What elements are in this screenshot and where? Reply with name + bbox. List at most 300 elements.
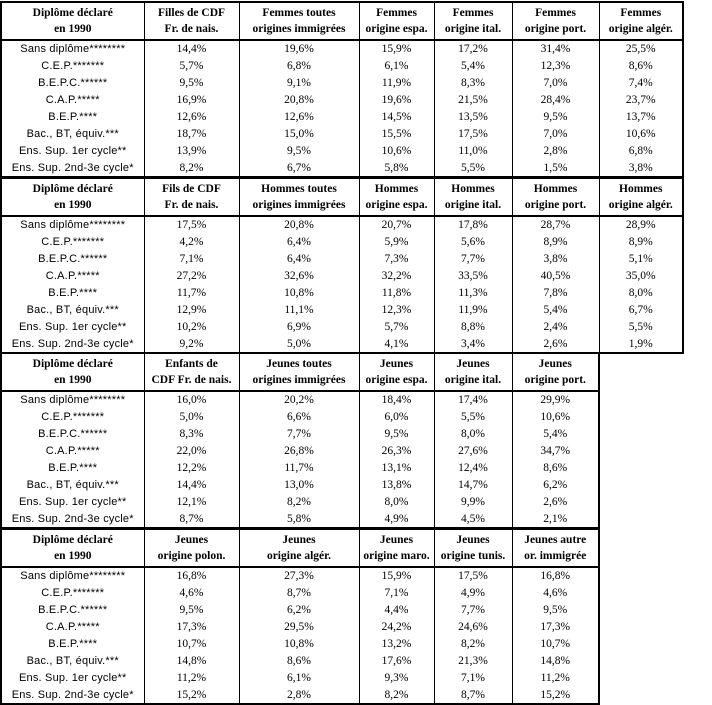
value-cell: 15,2%	[512, 687, 599, 704]
header-row	[1, 2, 683, 40]
row-label: C.A.P.*****	[1, 442, 144, 459]
value-cell: 8,0%	[359, 494, 434, 511]
value-cell: 17,2%	[434, 40, 512, 57]
table-row	[1, 494, 599, 511]
value-cell: 6,6%	[239, 408, 359, 425]
header-row	[1, 529, 599, 567]
value-cell: 12,3%	[359, 301, 434, 318]
header-line: Diplôme déclaré	[32, 534, 113, 546]
column-header	[434, 353, 512, 391]
table-row	[1, 301, 683, 318]
header-line: origine port.	[524, 199, 587, 211]
value-cell: 7,0%	[512, 125, 599, 142]
value-cell: 9,9%	[434, 494, 512, 511]
value-cell: 16,8%	[512, 567, 599, 584]
header-row	[1, 178, 683, 216]
value-cell: 5,4%	[512, 301, 599, 318]
column-header-diplome	[1, 353, 144, 391]
value-cell: 8,2%	[144, 160, 239, 177]
table-row	[1, 160, 683, 177]
table-row	[1, 143, 683, 160]
value-cell: 20,8%	[239, 216, 359, 233]
header-line: origine port.	[524, 23, 587, 35]
header-line: en 1990	[54, 550, 92, 562]
value-cell: 11,2%	[512, 670, 599, 687]
value-cell: 6,7%	[599, 301, 683, 318]
value-cell: 10,6%	[359, 143, 434, 160]
value-cell: 8,8%	[434, 319, 512, 336]
header-line: origines immigrées	[252, 199, 346, 211]
column-header-diplome	[1, 529, 144, 567]
value-cell: 8,6%	[599, 57, 683, 74]
row-label: Ens. Sup. 2nd-3e cycle*	[1, 687, 144, 704]
row-label: Ens. Sup. 2nd-3e cycle*	[1, 511, 144, 528]
value-cell: 7,3%	[359, 250, 434, 267]
value-cell: 11,1%	[239, 301, 359, 318]
value-cell: 4,6%	[144, 584, 239, 601]
value-cell: 7,1%	[434, 670, 512, 687]
value-cell: 5,7%	[144, 57, 239, 74]
table-row	[1, 74, 683, 91]
header-line: origine espa.	[365, 23, 428, 35]
value-cell: 25,5%	[599, 40, 683, 57]
value-cell: 17,3%	[144, 618, 239, 635]
row-label: Ens. Sup. 1er cycle**	[1, 494, 144, 511]
column-header	[359, 529, 434, 567]
value-cell: 28,7%	[512, 216, 599, 233]
value-cell: 8,7%	[434, 687, 512, 704]
header-line: en 1990	[54, 199, 92, 211]
value-cell: 26,8%	[239, 442, 359, 459]
value-cell: 4,9%	[434, 584, 512, 601]
table-row	[1, 319, 683, 336]
row-label: Ens. Sup. 1er cycle**	[1, 670, 144, 687]
value-cell: 35,0%	[599, 267, 683, 284]
value-cell: 5,8%	[359, 160, 434, 177]
value-cell: 11,8%	[359, 284, 434, 301]
value-cell: 3,4%	[434, 336, 512, 353]
value-cell: 19,6%	[359, 91, 434, 108]
header-line: Hommes	[533, 183, 578, 195]
value-cell: 17,5%	[434, 125, 512, 142]
value-cell: 9,5%	[512, 601, 599, 618]
value-cell: 10,7%	[512, 635, 599, 652]
value-cell: 1,9%	[599, 336, 683, 353]
value-cell: 5,0%	[239, 336, 359, 353]
table-row	[1, 567, 599, 584]
value-cell: 18,7%	[144, 125, 239, 142]
value-cell: 7,7%	[434, 601, 512, 618]
table-row	[1, 670, 599, 687]
value-cell: 17,5%	[434, 567, 512, 584]
row-label: B.E.P.****	[1, 459, 144, 476]
value-cell: 40,5%	[512, 267, 599, 284]
value-cell: 8,0%	[434, 425, 512, 442]
table-row	[1, 584, 599, 601]
table-row	[1, 459, 599, 476]
value-cell: 16,8%	[144, 567, 239, 584]
header-line: en 1990	[54, 23, 92, 35]
value-cell: 31,4%	[512, 40, 599, 57]
value-cell: 2,6%	[512, 336, 599, 353]
value-cell: 13,7%	[599, 108, 683, 125]
value-cell: 15,9%	[359, 40, 434, 57]
value-cell: 17,4%	[434, 391, 512, 408]
value-cell: 5,7%	[359, 319, 434, 336]
header-line: Diplôme déclaré	[32, 7, 113, 19]
row-label: B.E.P.C.******	[1, 250, 144, 267]
row-label: B.E.P.C.******	[1, 601, 144, 618]
value-cell: 5,4%	[512, 425, 599, 442]
header-line: origine algér.	[266, 550, 332, 562]
value-cell: 28,9%	[599, 216, 683, 233]
header-line: origine port.	[524, 374, 586, 386]
table-row	[1, 652, 599, 669]
value-cell: 5,8%	[239, 511, 359, 528]
header-row	[1, 353, 599, 391]
value-cell: 8,6%	[512, 459, 599, 476]
value-cell: 14,8%	[512, 652, 599, 669]
table-row	[1, 618, 599, 635]
column-header	[512, 353, 599, 391]
value-cell: 9,1%	[239, 74, 359, 91]
column-header	[359, 178, 434, 216]
row-label: B.E.P.C.******	[1, 425, 144, 442]
value-cell: 6,9%	[239, 319, 359, 336]
column-header	[239, 353, 359, 391]
column-header	[599, 178, 683, 216]
value-cell: 12,6%	[144, 108, 239, 125]
value-cell: 2,8%	[512, 143, 599, 160]
table-enfants-jeunes	[0, 352, 600, 529]
header-line: Fr. de nais.	[164, 199, 219, 211]
value-cell: 7,1%	[359, 584, 434, 601]
value-cell: 8,6%	[239, 652, 359, 669]
value-cell: 13,2%	[359, 635, 434, 652]
value-cell: 4,4%	[359, 601, 434, 618]
value-cell: 15,5%	[359, 125, 434, 142]
column-header	[239, 529, 359, 567]
row-label: B.E.P.C.******	[1, 74, 144, 91]
value-cell: 9,2%	[144, 336, 239, 353]
value-cell: 6,8%	[239, 57, 359, 74]
header-line: Jeunes autre	[524, 534, 587, 546]
value-cell: 6,2%	[512, 476, 599, 493]
value-cell: 2,4%	[512, 319, 599, 336]
column-header	[512, 178, 599, 216]
value-cell: 14,8%	[144, 652, 239, 669]
row-label: C.A.P.*****	[1, 91, 144, 108]
value-cell: 10,6%	[599, 125, 683, 142]
value-cell: 29,5%	[239, 618, 359, 635]
row-label: Sans diplôme********	[1, 567, 144, 584]
header-line: Femmes toutes	[262, 7, 336, 19]
value-cell: 11,2%	[144, 670, 239, 687]
value-cell: 8,3%	[144, 425, 239, 442]
value-cell: 12,3%	[512, 57, 599, 74]
value-cell: 27,2%	[144, 267, 239, 284]
header-line: Femmes	[620, 7, 662, 19]
row-label: Sans diplôme********	[1, 391, 144, 408]
header-line: origine polon.	[157, 550, 226, 562]
header-line: Jeunes toutes	[266, 358, 332, 370]
value-cell: 33,5%	[434, 267, 512, 284]
header-line: Hommes toutes	[261, 183, 337, 195]
value-cell: 27,3%	[239, 567, 359, 584]
header-line: Femmes	[452, 7, 494, 19]
value-cell: 8,9%	[512, 233, 599, 250]
header-line: Jeunes	[174, 534, 209, 546]
value-cell: 14,7%	[434, 476, 512, 493]
value-cell: 4,5%	[434, 511, 512, 528]
value-cell: 14,5%	[359, 108, 434, 125]
header-line: origine algér.	[608, 23, 673, 35]
value-cell: 13,8%	[359, 476, 434, 493]
value-cell: 11,0%	[434, 143, 512, 160]
value-cell: 27,6%	[434, 442, 512, 459]
value-cell: 8,3%	[434, 74, 512, 91]
value-cell: 14,4%	[144, 476, 239, 493]
header-line: Fils de CDF	[162, 183, 221, 195]
table-row	[1, 336, 683, 353]
header-line: origines immigrées	[252, 374, 346, 386]
row-label: Bac., BT, équiv.***	[1, 301, 144, 318]
header-line: Diplôme déclaré	[32, 358, 113, 370]
value-cell: 20,2%	[239, 391, 359, 408]
row-label: C.E.P.*******	[1, 57, 144, 74]
value-cell: 16,0%	[144, 391, 239, 408]
value-cell: 5,5%	[434, 160, 512, 177]
header-line: origine ital.	[444, 23, 502, 35]
row-label: C.E.P.*******	[1, 408, 144, 425]
value-cell: 11,7%	[144, 284, 239, 301]
value-cell: 32,6%	[239, 267, 359, 284]
value-cell: 19,6%	[239, 40, 359, 57]
value-cell: 9,5%	[144, 74, 239, 91]
value-cell: 8,0%	[599, 284, 683, 301]
value-cell: 14,4%	[144, 40, 239, 57]
table-row	[1, 635, 599, 652]
header-line: Hommes	[451, 183, 495, 195]
value-cell: 5,5%	[434, 408, 512, 425]
value-cell: 3,8%	[512, 250, 599, 267]
value-cell: 12,6%	[239, 108, 359, 125]
value-cell: 8,7%	[144, 511, 239, 528]
column-header	[144, 529, 239, 567]
header-line: CDF Fr. de nais.	[151, 374, 232, 386]
table-filles-femmes	[0, 1, 684, 178]
table-row	[1, 687, 599, 704]
value-cell: 15,9%	[359, 567, 434, 584]
row-label: C.E.P.*******	[1, 584, 144, 601]
value-cell: 17,3%	[512, 618, 599, 635]
value-cell: 8,9%	[599, 233, 683, 250]
header-line: origine maro.	[363, 550, 430, 562]
header-line: origine ital.	[444, 374, 502, 386]
value-cell: 6,0%	[359, 408, 434, 425]
value-cell: 5,1%	[599, 250, 683, 267]
value-cell: 18,4%	[359, 391, 434, 408]
value-cell: 8,2%	[239, 494, 359, 511]
value-cell: 6,1%	[239, 670, 359, 687]
value-cell: 17,5%	[144, 216, 239, 233]
header-line: Jeunes	[379, 358, 414, 370]
value-cell: 22,0%	[144, 442, 239, 459]
row-label: Bac., BT, équiv.***	[1, 476, 144, 493]
value-cell: 7,8%	[512, 284, 599, 301]
value-cell: 23,7%	[599, 91, 683, 108]
table-row	[1, 425, 599, 442]
header-line: Filles de CDF	[157, 7, 226, 19]
value-cell: 9,5%	[359, 425, 434, 442]
value-cell: 6,1%	[359, 57, 434, 74]
value-cell: 16,9%	[144, 91, 239, 108]
value-cell: 17,6%	[359, 652, 434, 669]
header-line: Hommes	[619, 183, 663, 195]
row-label: B.E.P.****	[1, 108, 144, 125]
column-header	[239, 178, 359, 216]
table-row	[1, 442, 599, 459]
value-cell: 9,5%	[239, 143, 359, 160]
value-cell: 10,6%	[512, 408, 599, 425]
value-cell: 5,5%	[599, 319, 683, 336]
value-cell: 10,8%	[239, 635, 359, 652]
value-cell: 5,6%	[434, 233, 512, 250]
value-cell: 8,2%	[434, 635, 512, 652]
value-cell: 21,3%	[434, 652, 512, 669]
header-line: origine espa.	[365, 199, 428, 211]
value-cell: 4,2%	[144, 233, 239, 250]
value-cell: 9,3%	[359, 670, 434, 687]
row-label: B.E.P.****	[1, 635, 144, 652]
column-header-diplome	[1, 178, 144, 216]
table-row	[1, 40, 683, 57]
table-row	[1, 125, 683, 142]
table-fils-hommes	[0, 177, 684, 354]
table-row	[1, 108, 683, 125]
value-cell: 12,1%	[144, 494, 239, 511]
header-line: Hommes	[374, 183, 419, 195]
table-row	[1, 391, 599, 408]
value-cell: 2,8%	[239, 687, 359, 704]
table-row	[1, 267, 683, 284]
row-label: Bac., BT, équiv.***	[1, 125, 144, 142]
header-line: Femmes	[535, 7, 576, 19]
table-row	[1, 408, 599, 425]
value-cell: 12,4%	[434, 459, 512, 476]
value-cell: 4,9%	[359, 511, 434, 528]
header-line: Jeunes	[282, 534, 316, 546]
value-cell: 8,2%	[359, 687, 434, 704]
value-cell: 24,6%	[434, 618, 512, 635]
table-jeunes-autres-origines	[0, 528, 600, 705]
value-cell: 32,2%	[359, 267, 434, 284]
column-header-diplome	[1, 2, 144, 40]
column-header	[512, 2, 599, 40]
table-row	[1, 91, 683, 108]
value-cell: 11,7%	[239, 459, 359, 476]
value-cell: 7,0%	[512, 74, 599, 91]
column-header	[144, 178, 239, 216]
table-row	[1, 250, 683, 267]
value-cell: 4,1%	[359, 336, 434, 353]
value-cell: 4,6%	[512, 584, 599, 601]
header-line: Jeunes	[456, 358, 490, 370]
column-header	[144, 2, 239, 40]
value-cell: 5,0%	[144, 408, 239, 425]
column-header	[359, 2, 434, 40]
value-cell: 13,5%	[434, 108, 512, 125]
value-cell: 6,4%	[239, 250, 359, 267]
column-header	[239, 2, 359, 40]
value-cell: 6,2%	[239, 601, 359, 618]
row-label: Ens. Sup. 1er cycle**	[1, 319, 144, 336]
value-cell: 7,4%	[599, 74, 683, 91]
value-cell: 17,8%	[434, 216, 512, 233]
value-cell: 6,4%	[239, 233, 359, 250]
value-cell: 10,8%	[239, 284, 359, 301]
value-cell: 8,7%	[239, 584, 359, 601]
value-cell: 10,2%	[144, 319, 239, 336]
value-cell: 9,5%	[144, 601, 239, 618]
value-cell: 20,8%	[239, 91, 359, 108]
value-cell: 9,5%	[512, 108, 599, 125]
table-row	[1, 216, 683, 233]
value-cell: 29,9%	[512, 391, 599, 408]
value-cell: 12,9%	[144, 301, 239, 318]
value-cell: 3,8%	[599, 160, 683, 177]
row-label: C.A.P.*****	[1, 267, 144, 284]
column-header	[359, 353, 434, 391]
value-cell: 1,5%	[512, 160, 599, 177]
header-line: Jeunes	[538, 358, 572, 370]
row-label: Ens. Sup. 1er cycle**	[1, 143, 144, 160]
column-header	[144, 353, 239, 391]
value-cell: 11,9%	[359, 74, 434, 91]
value-cell: 5,9%	[359, 233, 434, 250]
header-line: origine algér.	[608, 199, 673, 211]
value-cell: 13,1%	[359, 459, 434, 476]
value-cell: 11,9%	[434, 301, 512, 318]
header-line: Jeunes	[456, 534, 490, 546]
header-line: origine ital.	[444, 199, 502, 211]
value-cell: 24,2%	[359, 618, 434, 635]
table-row	[1, 511, 599, 528]
header-line: Fr. de nais.	[164, 23, 219, 35]
column-header	[434, 529, 512, 567]
value-cell: 10,7%	[144, 635, 239, 652]
value-cell: 7,1%	[144, 250, 239, 267]
value-cell: 6,8%	[599, 143, 683, 160]
row-label: Sans diplôme********	[1, 40, 144, 57]
header-line: origine tunis.	[440, 550, 506, 562]
header-line: origine espa.	[365, 374, 428, 386]
value-cell: 6,7%	[239, 160, 359, 177]
value-cell: 7,7%	[434, 250, 512, 267]
row-label: B.E.P.****	[1, 284, 144, 301]
value-cell: 2,6%	[512, 494, 599, 511]
value-cell: 26,3%	[359, 442, 434, 459]
value-cell: 15,0%	[239, 125, 359, 142]
value-cell: 12,2%	[144, 459, 239, 476]
value-cell: 11,3%	[434, 284, 512, 301]
header-line: or. immigrée	[524, 550, 587, 562]
row-label: Sans diplôme********	[1, 216, 144, 233]
table-row	[1, 57, 683, 74]
value-cell: 15,2%	[144, 687, 239, 704]
row-label: C.A.P.*****	[1, 618, 144, 635]
value-cell: 21,5%	[434, 91, 512, 108]
